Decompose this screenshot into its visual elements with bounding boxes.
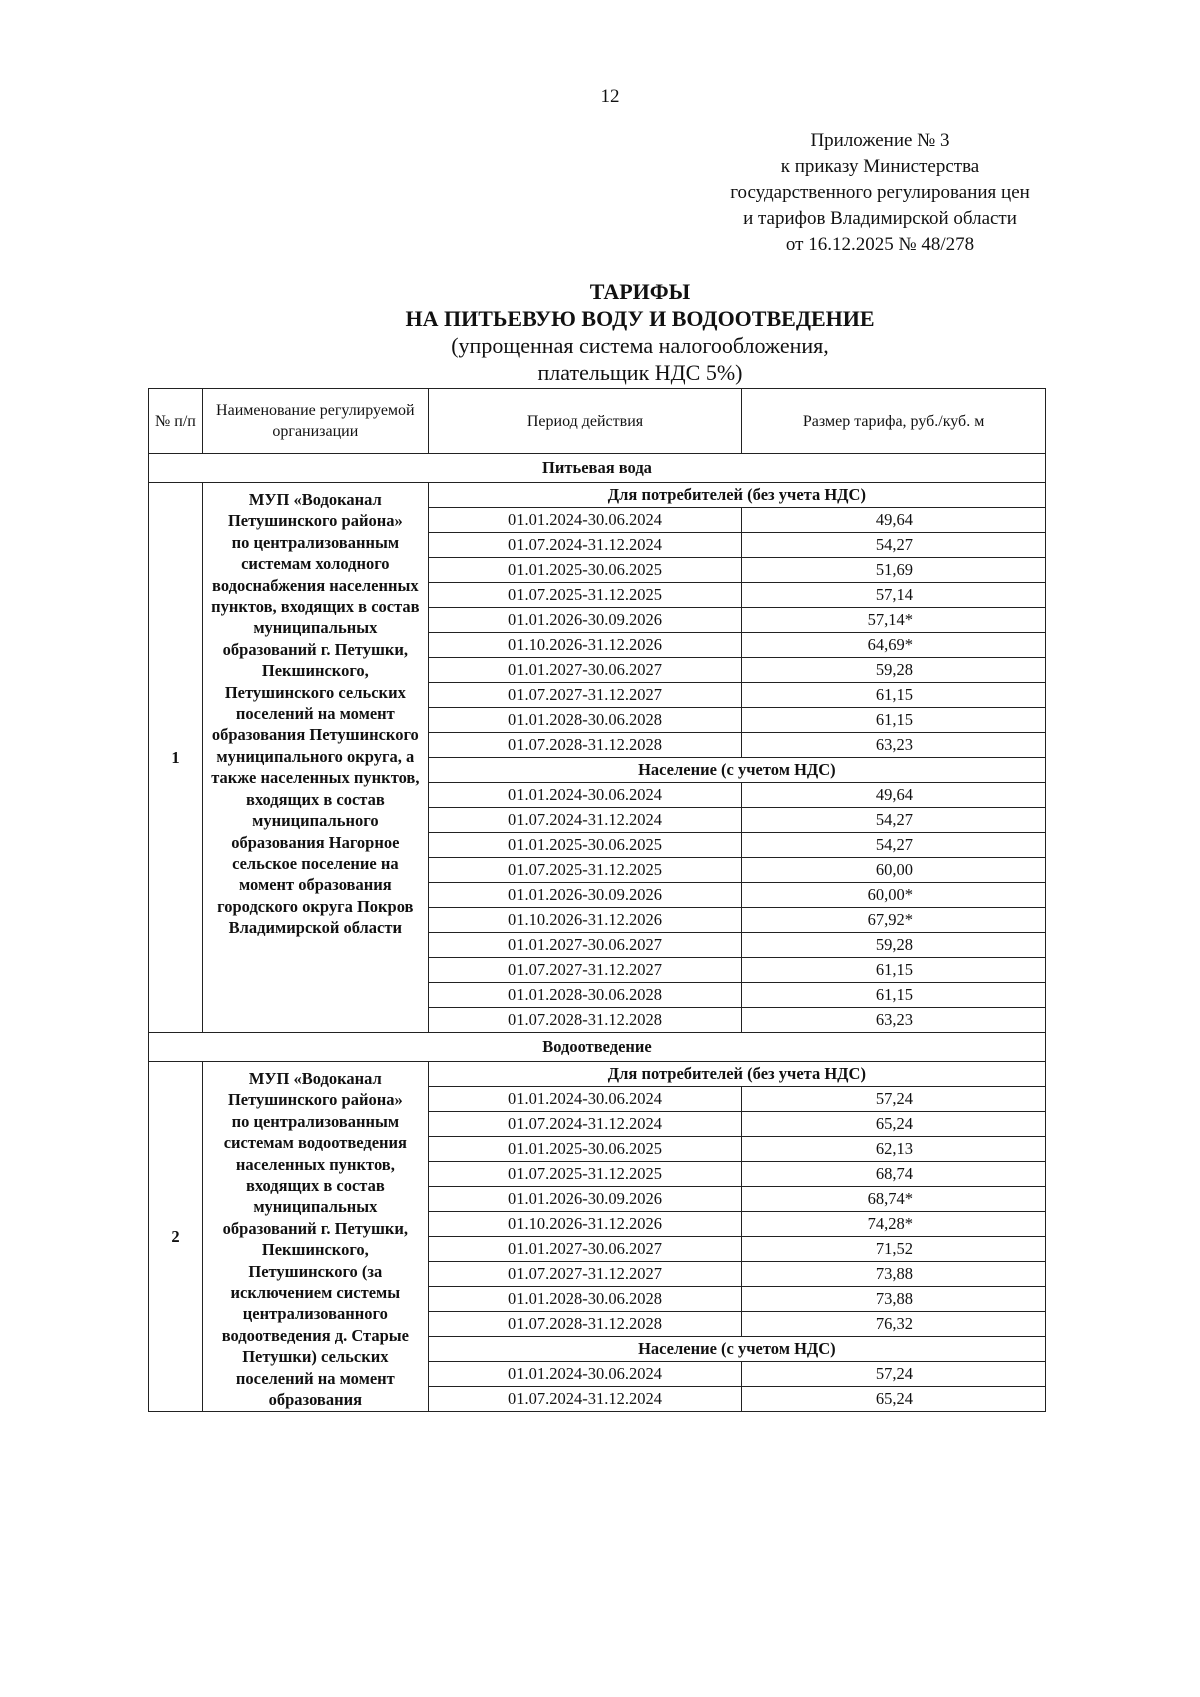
- period-cell: 01.01.2024-30.06.2024: [428, 508, 741, 533]
- period-cell: 01.07.2027-31.12.2027: [428, 958, 741, 983]
- tariff-value: 65,24: [742, 1387, 1046, 1412]
- section-row: [149, 454, 1046, 483]
- tariff-value: 61,15: [742, 983, 1046, 1008]
- tariff-value: 57,14: [742, 583, 1046, 608]
- organization-name: МУП «Водоканал Петушинского района»: [227, 490, 403, 531]
- tariff-value: 49,64: [742, 508, 1046, 533]
- period-cell: 01.01.2025-30.06.2025: [428, 558, 741, 583]
- appendix-line: к приказу Министерства: [780, 156, 980, 177]
- tariff-value: 74,28*: [742, 1212, 1046, 1237]
- tariff-value: 59,28: [742, 658, 1046, 683]
- period-cell: 01.07.2024-31.12.2024: [428, 533, 741, 558]
- tariff-value: 76,32: [742, 1312, 1046, 1337]
- tariff-value: 62,13: [742, 1137, 1046, 1162]
- period-cell: 01.10.2026-31.12.2026: [428, 1212, 741, 1237]
- tariff-value: 51,69: [742, 558, 1046, 583]
- title-line: НА ПИТЬЕВУЮ ВОДУ И ВОДООТВЕДЕНИЕ: [405, 306, 875, 331]
- appendix-line: Приложение № 3: [810, 130, 950, 151]
- section-title: Водоотведение: [149, 1033, 1046, 1062]
- tariff-value: 61,15: [742, 708, 1046, 733]
- period-cell: 01.07.2027-31.12.2027: [428, 683, 741, 708]
- period-cell: 01.07.2024-31.12.2024: [428, 1112, 741, 1137]
- tariff-value: 57,24: [742, 1087, 1046, 1112]
- period-cell: 01.01.2028-30.06.2028: [428, 983, 741, 1008]
- period-cell: 01.01.2025-30.06.2025: [428, 833, 741, 858]
- organization-description: по централизованным системам водоотведения населенных пунктов, входящих в состав муниципальных образований г. Петушки, Пекшинского, Петушинского (за исключением системы централизованного водоотведения д. Старые Петушки) сельских поселений на момент образования: [221, 1111, 409, 1410]
- tariff-value: 73,88: [742, 1262, 1046, 1287]
- tariff-value: 60,00*: [742, 883, 1046, 908]
- tariff-value: 49,64: [742, 783, 1046, 808]
- header-tariff: Размер тарифа, руб./куб. м: [742, 389, 1046, 454]
- tariff-value: 54,27: [742, 833, 1046, 858]
- tariff-value: 61,15: [742, 683, 1046, 708]
- period-cell: 01.01.2028-30.06.2028: [428, 1287, 741, 1312]
- tariff-value: 59,28: [742, 933, 1046, 958]
- period-cell: 01.01.2024-30.06.2024: [428, 1087, 741, 1112]
- period-cell: 01.01.2026-30.09.2026: [428, 608, 741, 633]
- appendix-header: [690, 128, 1070, 258]
- period-cell: 01.01.2026-30.09.2026: [428, 1187, 741, 1212]
- group-label: Для потребителей (без учета НДС): [428, 1062, 1045, 1087]
- period-cell: 01.07.2028-31.12.2028: [428, 1312, 741, 1337]
- appendix-line: от 16.12.2025 № 48/278: [785, 234, 975, 255]
- header-number: № п/п: [149, 389, 203, 454]
- appendix-line: и тарифов Владимирской области: [743, 208, 1017, 229]
- organization-name: МУП «Водоканал Петушинского района»: [227, 1069, 403, 1110]
- organization-cell: [202, 483, 428, 1033]
- tariff-value: 54,27: [742, 533, 1046, 558]
- organization-cell: [202, 1062, 428, 1412]
- tariff-value: 65,24: [742, 1112, 1046, 1137]
- page-number: 12: [600, 86, 620, 107]
- organization-description: по централизованным системам холодного водоснабжения населенных пунктов, входящих в состав муниципальных образований г. Петушки, Пекшинского, Петушинского сельских поселений на момент образования Петушинского муниципального округа, а также населенных пунктов, входящих в состав муниципального образования Нагорное сельское поселение на момент образования городского округа Покров Владимирской области: [211, 532, 420, 938]
- period-cell: 01.07.2027-31.12.2027: [428, 1262, 741, 1287]
- tariff-value: 63,23: [742, 1008, 1046, 1033]
- period-cell: 01.07.2025-31.12.2025: [428, 583, 741, 608]
- tariff-value: 57,24: [742, 1362, 1046, 1387]
- table-header-row: [149, 389, 1046, 454]
- period-cell: 01.07.2024-31.12.2024: [428, 808, 741, 833]
- row-number: 1: [149, 483, 203, 1033]
- period-cell: 01.10.2026-31.12.2026: [428, 633, 741, 658]
- period-cell: 01.01.2027-30.06.2027: [428, 933, 741, 958]
- tariff-value: 54,27: [742, 808, 1046, 833]
- period-cell: 01.01.2028-30.06.2028: [428, 708, 741, 733]
- period-cell: 01.07.2028-31.12.2028: [428, 733, 741, 758]
- header-organization: Наименование регулируемой организации: [202, 389, 428, 454]
- period-cell: 01.07.2024-31.12.2024: [428, 1387, 741, 1412]
- appendix-line: государственного регулирования цен: [730, 182, 1030, 203]
- period-cell: 01.10.2026-31.12.2026: [428, 908, 741, 933]
- tariff-value: 60,00: [742, 858, 1046, 883]
- period-cell: 01.01.2025-30.06.2025: [428, 1137, 741, 1162]
- tariff-value: 73,88: [742, 1287, 1046, 1312]
- header-period: Период действия: [428, 389, 741, 454]
- tariff-value: 61,15: [742, 958, 1046, 983]
- row-number: 2: [149, 1062, 203, 1412]
- title-line: плательщик НДС 5%): [537, 360, 743, 385]
- title-line: (упрощенная система налогообложения,: [451, 333, 829, 358]
- period-cell: 01.07.2028-31.12.2028: [428, 1008, 741, 1033]
- section-title: Питьевая вода: [149, 454, 1046, 483]
- title-line: ТАРИФЫ: [589, 279, 691, 304]
- period-cell: 01.01.2027-30.06.2027: [428, 1237, 741, 1262]
- group-header-row: [149, 483, 1046, 508]
- tariff-value: 71,52: [742, 1237, 1046, 1262]
- tariff-value: 57,14*: [742, 608, 1046, 633]
- tariff-value: 64,69*: [742, 633, 1046, 658]
- tariff-value: 68,74: [742, 1162, 1046, 1187]
- tariff-value: 63,23: [742, 733, 1046, 758]
- group-label: Для потребителей (без учета НДС): [428, 483, 1045, 508]
- section-row: [149, 1033, 1046, 1062]
- period-cell: 01.07.2025-31.12.2025: [428, 1162, 741, 1187]
- tariff-value: 67,92*: [742, 908, 1046, 933]
- document-title: [300, 278, 980, 386]
- group-label: Население (с учетом НДС): [428, 1337, 1045, 1362]
- period-cell: 01.01.2024-30.06.2024: [428, 783, 741, 808]
- period-cell: 01.01.2024-30.06.2024: [428, 1362, 741, 1387]
- period-cell: 01.01.2027-30.06.2027: [428, 658, 741, 683]
- tariff-table: [148, 388, 1046, 1412]
- period-cell: 01.07.2025-31.12.2025: [428, 858, 741, 883]
- tariff-value: 68,74*: [742, 1187, 1046, 1212]
- group-header-row: [149, 1062, 1046, 1087]
- period-cell: 01.01.2026-30.09.2026: [428, 883, 741, 908]
- group-label: Население (с учетом НДС): [428, 758, 1045, 783]
